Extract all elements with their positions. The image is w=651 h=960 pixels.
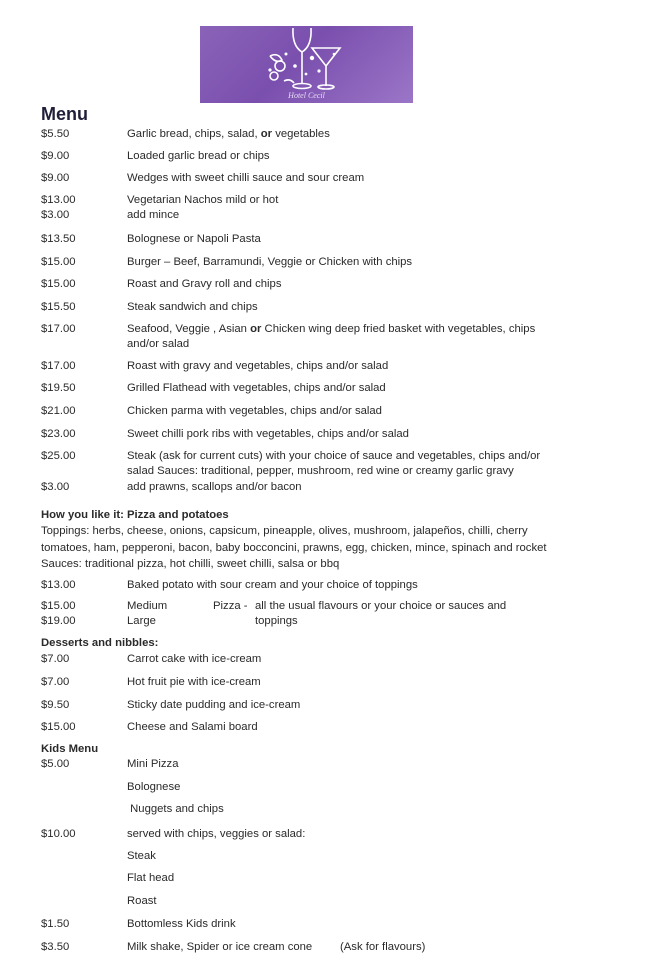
item-description: Roast and Gravy roll and chips [127, 278, 282, 290]
item-price: $15.00 [41, 278, 76, 290]
item-price: $5.00 [41, 758, 70, 770]
pizza-size: Medium [127, 600, 168, 612]
item-description-line2: salad Sauces: traditional, pepper, mushroom, red wine or creamy garlic gravy [127, 465, 514, 477]
item-description: Steak (ask for current cuts) with your choice of sauce and vegetables, chips and/or [127, 450, 541, 462]
item-price: $19.00 [41, 615, 76, 627]
item-price: $13.00 [41, 579, 76, 591]
item-price: $3.50 [41, 941, 70, 953]
item-description: Roast [127, 895, 157, 907]
item-description: all the usual flavours or your choice or sauces and [255, 600, 507, 612]
item-description: Sweet chilli pork ribs with vegetables, chips and/or salad [127, 428, 409, 440]
item-description: Vegetarian Nachos mild or hot [127, 194, 279, 206]
item-price: $15.00 [41, 721, 76, 733]
item-price: $9.00 [41, 172, 70, 184]
item-description: Loaded garlic bread or chips [127, 150, 270, 162]
item-price: $13.50 [41, 233, 76, 245]
logo-text: Hotel Cecil [288, 91, 325, 100]
item-price: $23.00 [41, 428, 76, 440]
item-description: Grilled Flathead with vegetables, chips and/or salad [127, 382, 386, 394]
item-description: Bottomless Kids drink [127, 918, 236, 930]
item-note: (Ask for flavours) [340, 941, 426, 953]
item-description-line2: and/or salad [127, 338, 190, 350]
pizza-label: Pizza - [213, 600, 248, 612]
item-description: Flat head [127, 872, 175, 884]
item-price: $17.00 [41, 323, 76, 335]
item-price: $9.00 [41, 150, 70, 162]
item-price: $21.00 [41, 405, 76, 417]
item-price: $5.50 [41, 128, 70, 140]
item-price: $19.50 [41, 382, 76, 394]
item-price: $10.00 [41, 828, 76, 840]
item-price: $3.00 [41, 209, 70, 221]
item-description: Milk shake, Spider or ice cream cone [127, 941, 313, 953]
item-description: Carrot cake with ice-cream [127, 653, 262, 665]
item-price: $17.00 [41, 360, 76, 372]
item-description: Seafood, Veggie , Asian or Chicken wing deep fried basket with vegetables, chips [127, 323, 536, 335]
item-description: Wedges with sweet chilli sauce and sour cream [127, 172, 365, 184]
item-description: add prawns, scallops and/or bacon [127, 481, 302, 493]
item-description: Mini Pizza [127, 758, 179, 770]
item-description: Bolognese or Napoli Pasta [127, 233, 261, 245]
item-description: Garlic bread, chips, salad, or vegetables [127, 128, 330, 140]
item-price: $25.00 [41, 450, 76, 462]
sauces-text: Sauces: traditional pizza, hot chilli, sweet chilli, salsa or bbq [41, 558, 340, 570]
item-description: Cheese and Salami board [127, 721, 258, 733]
item-description: served with chips, veggies or salad: [127, 828, 306, 840]
item-price: $3.00 [41, 481, 70, 493]
section-heading-pizza: How you like it: Pizza and potatoes [41, 509, 229, 521]
item-price: $15.50 [41, 301, 76, 313]
item-price: $15.00 [41, 600, 76, 612]
hotel-logo [200, 26, 413, 103]
item-description: Steak sandwich and chips [127, 301, 258, 313]
item-description: add mince [127, 209, 180, 221]
toppings-text: Toppings: herbs, cheese, onions, capsicum, pineapple, olives, mushroom, jalapeños, chilli, cherry [41, 525, 528, 537]
item-description: Roast with gravy and vegetables, chips and/or salad [127, 360, 389, 372]
section-heading-desserts: Desserts and nibbles: [41, 637, 159, 649]
item-description: Burger – Beef, Barramundi, Veggie or Chicken with chips [127, 256, 413, 268]
item-description: Chicken parma with vegetables, chips and/or salad [127, 405, 382, 417]
item-description: Baked potato with sour cream and your choice of toppings [127, 579, 418, 591]
section-heading-kids: Kids Menu [41, 743, 99, 755]
toppings-text: tomatoes, ham, pepperoni, bacon, baby bocconcini, prawns, egg, chicken, mince, spinach and rocket [41, 542, 547, 554]
item-description: toppings [255, 615, 298, 627]
page-title: Menu [41, 104, 88, 124]
item-price: $1.50 [41, 918, 70, 930]
item-price: $7.00 [41, 653, 70, 665]
pizza-size: Large [127, 615, 156, 627]
item-description: Hot fruit pie with ice-cream [127, 676, 261, 688]
item-description: Nuggets and chips [127, 803, 224, 815]
item-price: $15.00 [41, 256, 76, 268]
item-description: Steak [127, 850, 156, 862]
item-description: Bolognese [127, 781, 181, 793]
item-price: $7.00 [41, 676, 70, 688]
item-description: Sticky date pudding and ice-cream [127, 699, 301, 711]
item-price: $9.50 [41, 699, 70, 711]
item-price: $13.00 [41, 194, 76, 206]
